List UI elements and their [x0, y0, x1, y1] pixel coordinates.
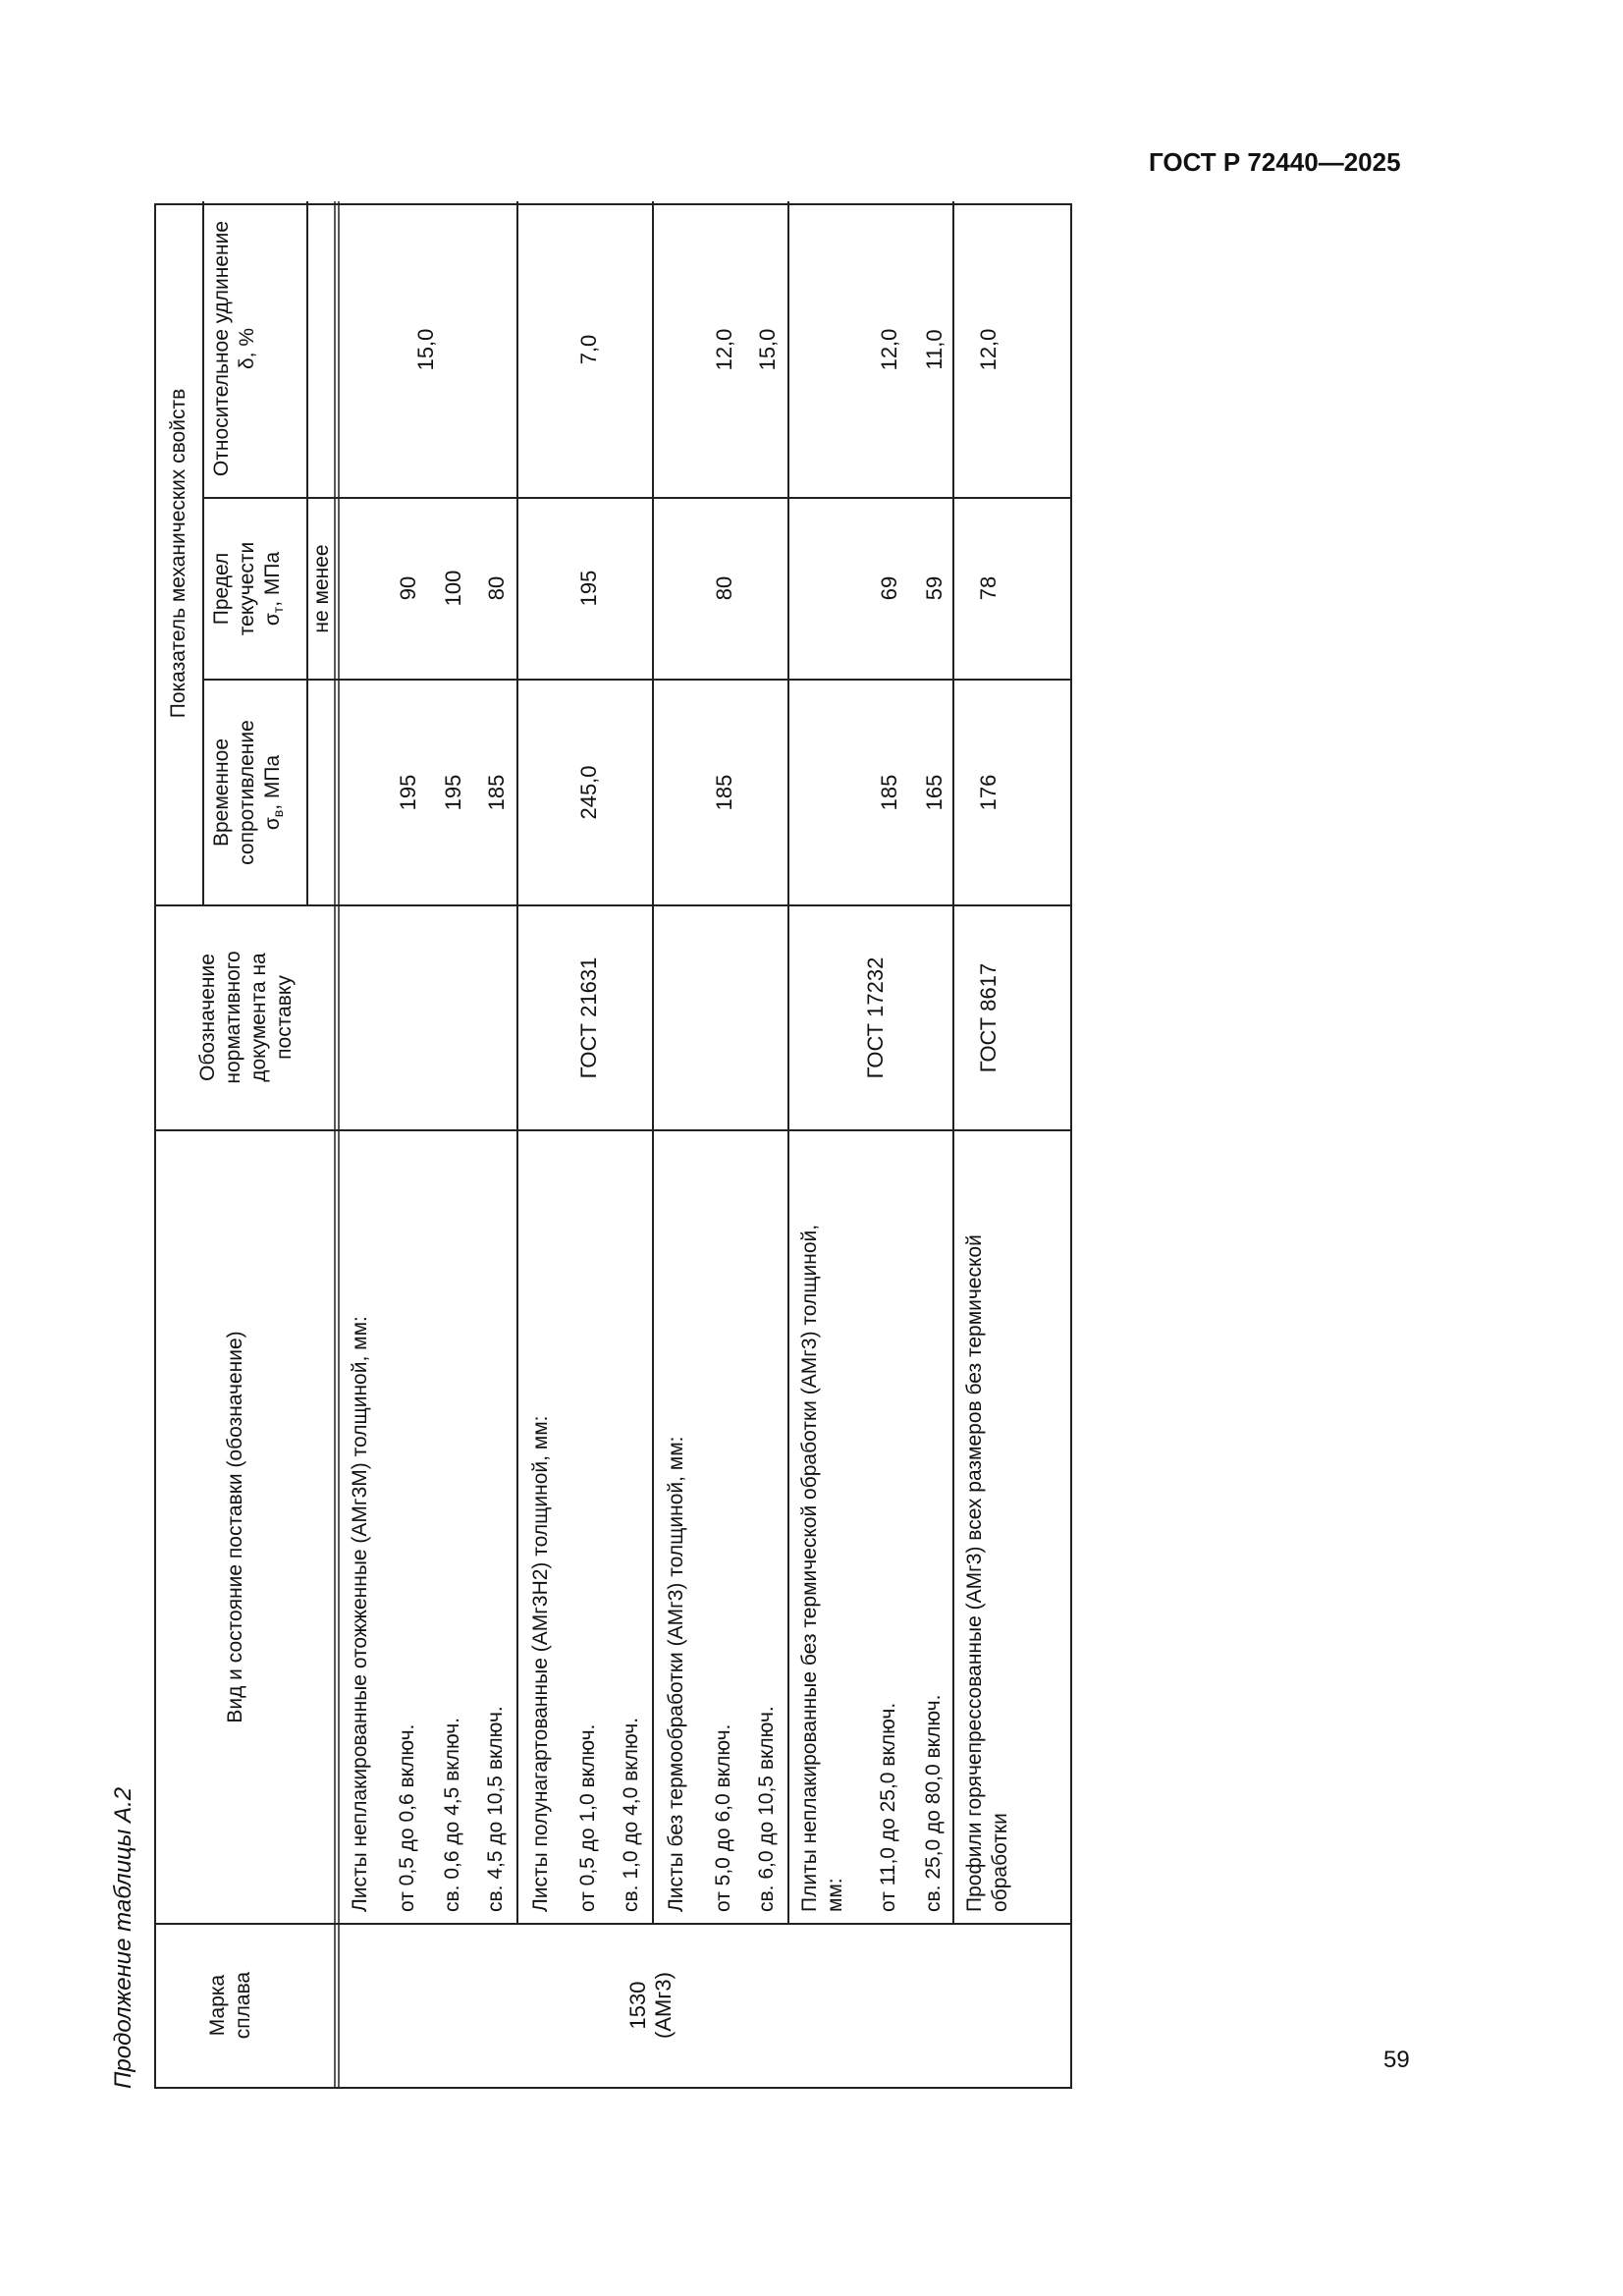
header-elongation	[209, 206, 260, 491]
table-row: св. 4,5 до 10,5 включ.	[484, 1706, 507, 1912]
header-standard: Обозначение нормативного документа на поставку	[196, 951, 296, 1084]
table-row: от 5,0 до 6,0 включ.	[712, 1723, 734, 1912]
uts-value: 176	[976, 774, 1001, 811]
elongation-value: 15,0	[413, 328, 438, 371]
properties-table	[154, 203, 1072, 2089]
header-uts-sym: σ	[261, 817, 284, 831]
table-row: св. 25,0 до 80,0 включ.	[922, 1694, 945, 1912]
standard-value: ГОСТ 8617	[976, 962, 1001, 1073]
header-el-main: Относительное удлинение	[210, 220, 233, 477]
header-ys-main: Предел текучести	[210, 541, 258, 636]
table-row: св. 6,0 до 10,5 включ.	[755, 1706, 778, 1912]
header-ys-sub: т	[270, 606, 286, 614]
table-row: св. 1,0 до 4,0 включ.	[620, 1717, 642, 1912]
header-el-unit: δ, %	[236, 327, 258, 370]
ys-value: 80	[484, 575, 509, 601]
table-row: Листы полунагартованные (АМг3Н2) толщиной, мм:	[529, 1415, 552, 1912]
uts-value: 245,0	[576, 765, 601, 820]
uts-value: 185	[484, 774, 509, 811]
document-id: ГОСТ Р 72440—2025	[1149, 147, 1401, 177]
uts-value: 185	[712, 774, 736, 811]
uts-value: 165	[922, 774, 947, 811]
grade-value	[625, 1924, 676, 2087]
header-uts-main: Временное сопротивление	[210, 720, 258, 865]
table-row: мм:	[824, 1878, 846, 1912]
elongation-value: 12,0	[877, 328, 901, 371]
uts-value: 195	[441, 774, 465, 811]
table-row: обработки	[989, 1813, 1011, 1912]
page-number: 59	[1383, 2047, 1410, 2073]
header-min: не менее	[310, 544, 333, 633]
ys-value: 78	[976, 575, 1001, 601]
ys-value: 59	[922, 575, 947, 601]
table-row: от 0,5 до 1,0 включ.	[576, 1723, 599, 1912]
ys-value: 69	[877, 575, 901, 601]
elongation-value: 12,0	[712, 328, 736, 371]
header-grade: Марка сплава	[206, 1971, 254, 2040]
grade-designation: (АМг3)	[651, 1972, 676, 2039]
elongation-value: 11,0	[922, 329, 947, 370]
grade-number: 1530	[625, 1981, 650, 2030]
elongation-value: 15,0	[755, 328, 780, 371]
ys-value: 195	[576, 570, 601, 607]
ys-value: 80	[712, 575, 736, 601]
header-uts	[209, 689, 291, 896]
standard-value: ГОСТ 21631	[576, 957, 601, 1079]
uts-value: 185	[877, 774, 901, 811]
header-product: Вид и состояние поставки (обозначение)	[224, 1331, 246, 1723]
standard-value: ГОСТ 17232	[863, 957, 888, 1079]
table-row: Профили горячепрессованные (АМг3) всех размеров без термической	[963, 1234, 986, 1912]
header-group: Показатель механических свойств	[167, 388, 189, 719]
ys-value: 90	[396, 575, 420, 601]
header-uts-unit: , МПа	[261, 754, 284, 810]
elongation-value: 12,0	[976, 328, 1001, 371]
table-row: Листы без термообработки (АМг3) толщиной, мм:	[665, 1436, 687, 1912]
table-row: Листы неплакированные отожженные (АМг3М) толщиной, мм:	[349, 1316, 371, 1912]
header-ys	[209, 508, 291, 670]
header-ys-unit: , МПа	[261, 551, 284, 607]
uts-value: 195	[396, 774, 420, 811]
table-row: от 0,5 до 0,6 включ.	[396, 1723, 418, 1912]
table-caption: Продолжение таблицы А.2	[110, 1786, 136, 2089]
table-row: св. 0,6 до 4,5 включ.	[441, 1717, 463, 1912]
table-row: Плиты неплакированные без термической обработки (АМг3) толщиной,	[798, 1224, 821, 1912]
rotated-table-block	[110, 203, 1072, 2089]
header-ys-sym: σ	[261, 613, 284, 627]
header-uts-sub: в	[270, 809, 286, 818]
elongation-value: 7,0	[576, 334, 601, 365]
ys-value: 100	[441, 570, 465, 607]
table-row: от 11,0 до 25,0 включ.	[877, 1702, 899, 1912]
